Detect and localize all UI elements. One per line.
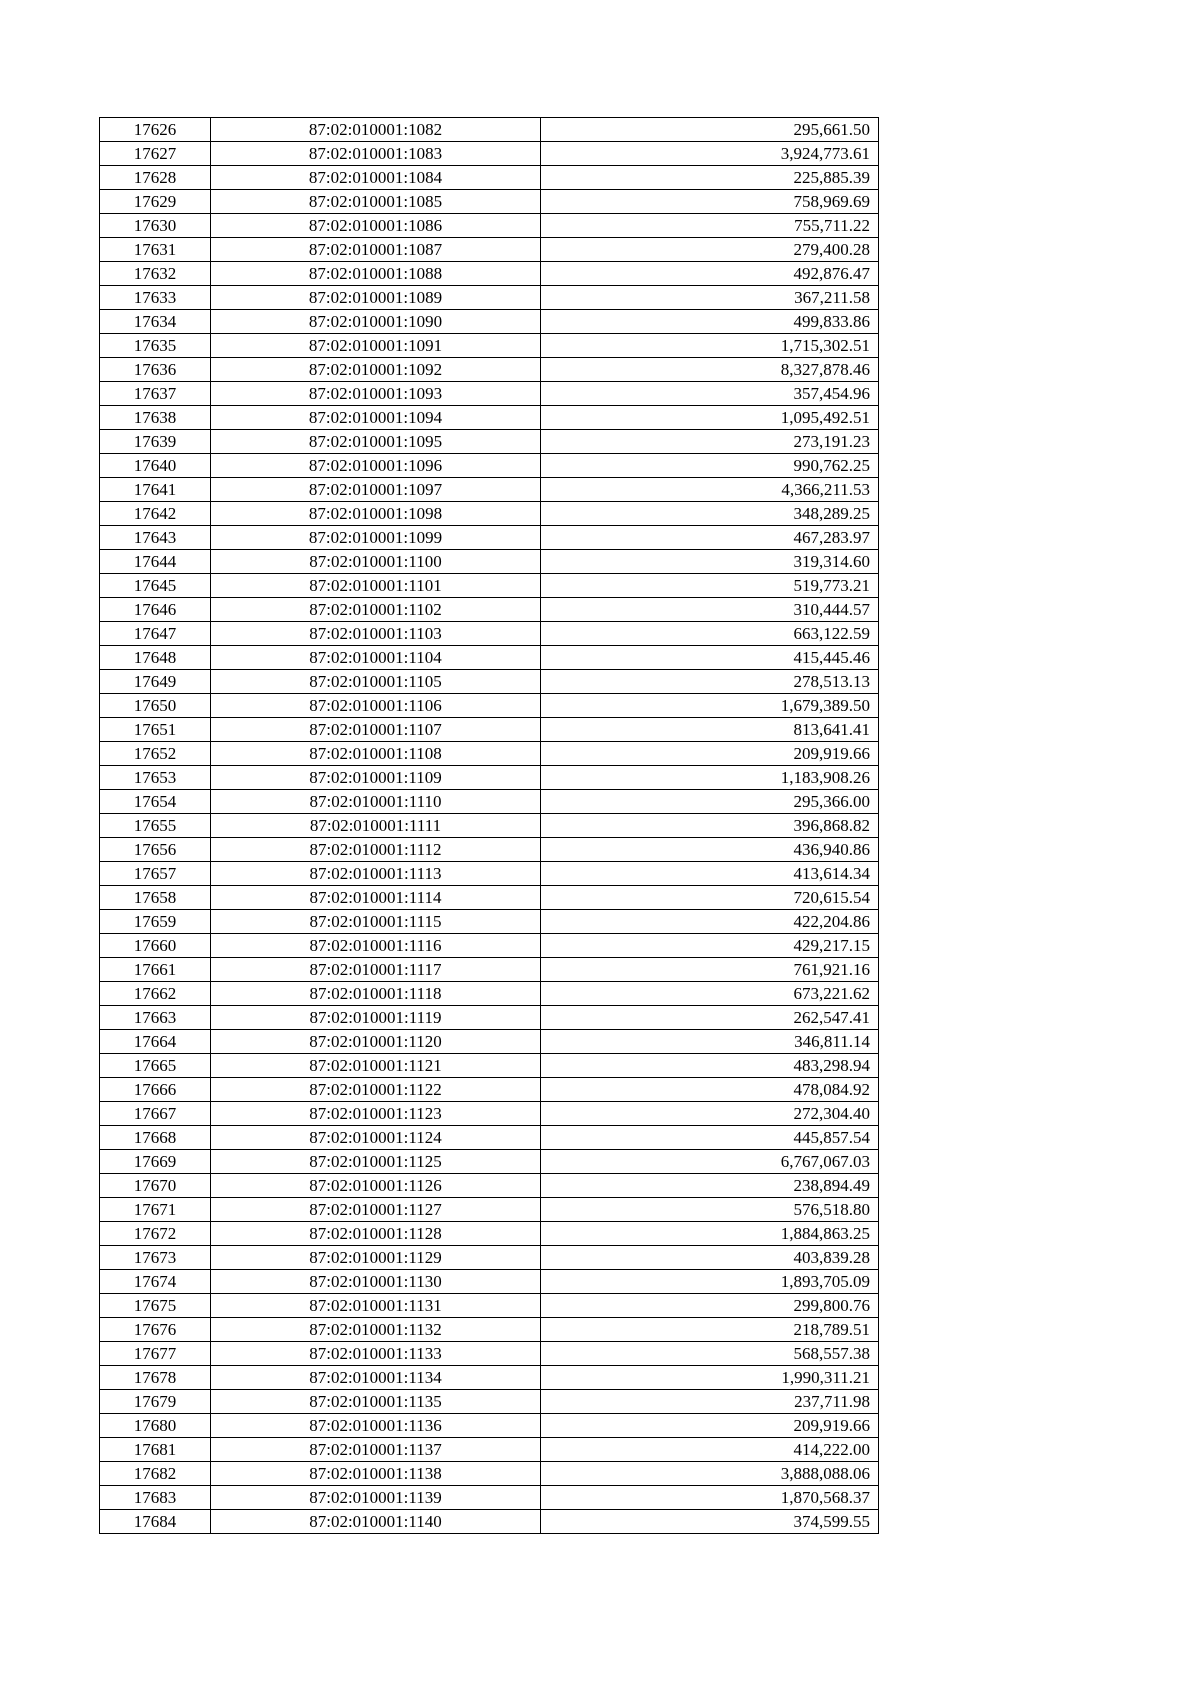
table-row <box>100 1006 879 1030</box>
row-number-cell: 17683 <box>100 1486 211 1510</box>
value-cell: 238,894.49 <box>541 1174 879 1198</box>
row-number-cell: 17672 <box>100 1222 211 1246</box>
value-cell: 279,400.28 <box>541 238 879 262</box>
table-row <box>100 502 879 526</box>
row-number-cell: 17635 <box>100 334 211 358</box>
value-cell: 8,327,878.46 <box>541 358 879 382</box>
cadastral-number-cell: 87:02:010001:1092 <box>211 358 541 382</box>
value-cell: 758,969.69 <box>541 190 879 214</box>
value-cell: 3,888,088.06 <box>541 1462 879 1486</box>
value-cell: 1,893,705.09 <box>541 1270 879 1294</box>
row-number-cell: 17667 <box>100 1102 211 1126</box>
row-number-cell: 17641 <box>100 478 211 502</box>
row-number-cell: 17654 <box>100 790 211 814</box>
table-row <box>100 382 879 406</box>
row-number-cell: 17645 <box>100 574 211 598</box>
cadastral-number-cell: 87:02:010001:1133 <box>211 1342 541 1366</box>
table-row <box>100 1078 879 1102</box>
row-number-cell: 17668 <box>100 1126 211 1150</box>
row-number-cell: 17632 <box>100 262 211 286</box>
row-number-cell: 17669 <box>100 1150 211 1174</box>
value-cell: 273,191.23 <box>541 430 879 454</box>
cadastral-number-cell: 87:02:010001:1126 <box>211 1174 541 1198</box>
row-number-cell: 17664 <box>100 1030 211 1054</box>
cadastral-number-cell: 87:02:010001:1102 <box>211 598 541 622</box>
value-cell: 209,919.66 <box>541 1414 879 1438</box>
cadastral-number-cell: 87:02:010001:1121 <box>211 1054 541 1078</box>
value-cell: 1,679,389.50 <box>541 694 879 718</box>
table-row <box>100 1366 879 1390</box>
value-cell: 237,711.98 <box>541 1390 879 1414</box>
row-number-cell: 17658 <box>100 886 211 910</box>
value-cell: 414,222.00 <box>541 1438 879 1462</box>
cadastral-number-cell: 87:02:010001:1110 <box>211 790 541 814</box>
row-number-cell: 17676 <box>100 1318 211 1342</box>
row-number-cell: 17653 <box>100 766 211 790</box>
cadastral-number-cell: 87:02:010001:1108 <box>211 742 541 766</box>
table-row <box>100 1102 879 1126</box>
value-cell: 209,919.66 <box>541 742 879 766</box>
value-cell: 720,615.54 <box>541 886 879 910</box>
row-number-cell: 17678 <box>100 1366 211 1390</box>
value-cell: 1,870,568.37 <box>541 1486 879 1510</box>
value-cell: 357,454.96 <box>541 382 879 406</box>
value-cell: 568,557.38 <box>541 1342 879 1366</box>
value-cell: 445,857.54 <box>541 1126 879 1150</box>
row-number-cell: 17681 <box>100 1438 211 1462</box>
value-cell: 4,366,211.53 <box>541 478 879 502</box>
value-cell: 348,289.25 <box>541 502 879 526</box>
table-row <box>100 670 879 694</box>
table-row <box>100 1246 879 1270</box>
value-cell: 299,800.76 <box>541 1294 879 1318</box>
cadastral-number-cell: 87:02:010001:1093 <box>211 382 541 406</box>
cadastral-number-cell: 87:02:010001:1094 <box>211 406 541 430</box>
value-cell: 295,661.50 <box>541 118 879 142</box>
row-number-cell: 17638 <box>100 406 211 430</box>
row-number-cell: 17677 <box>100 1342 211 1366</box>
table-row <box>100 190 879 214</box>
cadastral-number-cell: 87:02:010001:1085 <box>211 190 541 214</box>
value-cell: 422,204.86 <box>541 910 879 934</box>
row-number-cell: 17640 <box>100 454 211 478</box>
value-cell: 295,366.00 <box>541 790 879 814</box>
cadastral-number-cell: 87:02:010001:1127 <box>211 1198 541 1222</box>
row-number-cell: 17657 <box>100 862 211 886</box>
table-row <box>100 1270 879 1294</box>
table-row <box>100 262 879 286</box>
row-number-cell: 17655 <box>100 814 211 838</box>
cadastral-number-cell: 87:02:010001:1130 <box>211 1270 541 1294</box>
cadastral-number-cell: 87:02:010001:1124 <box>211 1126 541 1150</box>
cadastral-number-cell: 87:02:010001:1106 <box>211 694 541 718</box>
value-cell: 218,789.51 <box>541 1318 879 1342</box>
row-number-cell: 17634 <box>100 310 211 334</box>
table-row <box>100 238 879 262</box>
row-number-cell: 17630 <box>100 214 211 238</box>
value-cell: 262,547.41 <box>541 1006 879 1030</box>
table-row <box>100 118 879 142</box>
value-cell: 990,762.25 <box>541 454 879 478</box>
value-cell: 492,876.47 <box>541 262 879 286</box>
cadastral-number-cell: 87:02:010001:1118 <box>211 982 541 1006</box>
cadastral-number-cell: 87:02:010001:1125 <box>211 1150 541 1174</box>
table-row <box>100 934 879 958</box>
table-row <box>100 1438 879 1462</box>
table-row <box>100 1198 879 1222</box>
cadastral-number-cell: 87:02:010001:1135 <box>211 1390 541 1414</box>
row-number-cell: 17684 <box>100 1510 211 1534</box>
cadastral-number-cell: 87:02:010001:1097 <box>211 478 541 502</box>
row-number-cell: 17670 <box>100 1174 211 1198</box>
cadastral-number-cell: 87:02:010001:1132 <box>211 1318 541 1342</box>
cadastral-number-cell: 87:02:010001:1119 <box>211 1006 541 1030</box>
value-cell: 483,298.94 <box>541 1054 879 1078</box>
value-cell: 367,211.58 <box>541 286 879 310</box>
cadastral-number-cell: 87:02:010001:1128 <box>211 1222 541 1246</box>
value-cell: 319,314.60 <box>541 550 879 574</box>
cadastral-number-cell: 87:02:010001:1098 <box>211 502 541 526</box>
value-cell: 499,833.86 <box>541 310 879 334</box>
table-row <box>100 718 879 742</box>
table-row <box>100 526 879 550</box>
row-number-cell: 17646 <box>100 598 211 622</box>
cadastral-number-cell: 87:02:010001:1088 <box>211 262 541 286</box>
row-number-cell: 17642 <box>100 502 211 526</box>
cadastral-number-cell: 87:02:010001:1084 <box>211 166 541 190</box>
table-row <box>100 1414 879 1438</box>
table-row <box>100 574 879 598</box>
table-row <box>100 982 879 1006</box>
row-number-cell: 17660 <box>100 934 211 958</box>
cadastral-number-cell: 87:02:010001:1103 <box>211 622 541 646</box>
row-number-cell: 17647 <box>100 622 211 646</box>
table-row <box>100 334 879 358</box>
table-row <box>100 1054 879 1078</box>
value-cell: 761,921.16 <box>541 958 879 982</box>
value-cell: 415,445.46 <box>541 646 879 670</box>
cadastral-number-cell: 87:02:010001:1099 <box>211 526 541 550</box>
value-cell: 519,773.21 <box>541 574 879 598</box>
table-row <box>100 406 879 430</box>
cadastral-number-cell: 87:02:010001:1136 <box>211 1414 541 1438</box>
row-number-cell: 17663 <box>100 1006 211 1030</box>
cadastral-number-cell: 87:02:010001:1138 <box>211 1462 541 1486</box>
value-cell: 374,599.55 <box>541 1510 879 1534</box>
row-number-cell: 17679 <box>100 1390 211 1414</box>
table-row <box>100 214 879 238</box>
cadastral-number-cell: 87:02:010001:1109 <box>211 766 541 790</box>
table-row <box>100 478 879 502</box>
row-number-cell: 17650 <box>100 694 211 718</box>
table-row <box>100 1126 879 1150</box>
row-number-cell: 17661 <box>100 958 211 982</box>
value-cell: 755,711.22 <box>541 214 879 238</box>
table-body <box>100 118 879 1534</box>
table-row <box>100 1462 879 1486</box>
table-row <box>100 958 879 982</box>
cadastral-number-cell: 87:02:010001:1122 <box>211 1078 541 1102</box>
table-row <box>100 814 879 838</box>
value-cell: 1,095,492.51 <box>541 406 879 430</box>
table-row <box>100 430 879 454</box>
table-row <box>100 886 879 910</box>
row-number-cell: 17680 <box>100 1414 211 1438</box>
cadastral-number-cell: 87:02:010001:1096 <box>211 454 541 478</box>
cadastral-number-cell: 87:02:010001:1140 <box>211 1510 541 1534</box>
value-cell: 3,924,773.61 <box>541 142 879 166</box>
cadastral-number-cell: 87:02:010001:1113 <box>211 862 541 886</box>
row-number-cell: 17652 <box>100 742 211 766</box>
row-number-cell: 17648 <box>100 646 211 670</box>
value-cell: 396,868.82 <box>541 814 879 838</box>
cadastral-number-cell: 87:02:010001:1087 <box>211 238 541 262</box>
cadastral-number-cell: 87:02:010001:1116 <box>211 934 541 958</box>
value-cell: 1,990,311.21 <box>541 1366 879 1390</box>
value-cell: 225,885.39 <box>541 166 879 190</box>
table-row <box>100 766 879 790</box>
cadastral-number-cell: 87:02:010001:1139 <box>211 1486 541 1510</box>
row-number-cell: 17673 <box>100 1246 211 1270</box>
row-number-cell: 17649 <box>100 670 211 694</box>
table-row <box>100 1222 879 1246</box>
cadastral-number-cell: 87:02:010001:1104 <box>211 646 541 670</box>
table-row <box>100 1174 879 1198</box>
cadastral-number-cell: 87:02:010001:1105 <box>211 670 541 694</box>
cadastral-number-cell: 87:02:010001:1095 <box>211 430 541 454</box>
cadastral-number-cell: 87:02:010001:1107 <box>211 718 541 742</box>
table-row <box>100 862 879 886</box>
row-number-cell: 17643 <box>100 526 211 550</box>
value-cell: 1,183,908.26 <box>541 766 879 790</box>
cadastral-number-cell: 87:02:010001:1134 <box>211 1366 541 1390</box>
row-number-cell: 17636 <box>100 358 211 382</box>
row-number-cell: 17629 <box>100 190 211 214</box>
table-row <box>100 622 879 646</box>
cadastral-number-cell: 87:02:010001:1131 <box>211 1294 541 1318</box>
value-cell: 278,513.13 <box>541 670 879 694</box>
cadastral-number-cell: 87:02:010001:1137 <box>211 1438 541 1462</box>
row-number-cell: 17674 <box>100 1270 211 1294</box>
table-row <box>100 454 879 478</box>
value-cell: 413,614.34 <box>541 862 879 886</box>
row-number-cell: 17651 <box>100 718 211 742</box>
cadastral-number-cell: 87:02:010001:1082 <box>211 118 541 142</box>
value-cell: 403,839.28 <box>541 1246 879 1270</box>
row-number-cell: 17633 <box>100 286 211 310</box>
value-cell: 663,122.59 <box>541 622 879 646</box>
cadastral-number-cell: 87:02:010001:1101 <box>211 574 541 598</box>
value-cell: 346,811.14 <box>541 1030 879 1054</box>
table-row <box>100 358 879 382</box>
value-cell: 478,084.92 <box>541 1078 879 1102</box>
table-row <box>100 550 879 574</box>
row-number-cell: 17628 <box>100 166 211 190</box>
cadastral-number-cell: 87:02:010001:1112 <box>211 838 541 862</box>
table-row <box>100 166 879 190</box>
cadastral-number-cell: 87:02:010001:1115 <box>211 910 541 934</box>
row-number-cell: 17666 <box>100 1078 211 1102</box>
table-row <box>100 910 879 934</box>
table-row <box>100 742 879 766</box>
row-number-cell: 17656 <box>100 838 211 862</box>
cadastral-value-table <box>99 117 879 1534</box>
cadastral-number-cell: 87:02:010001:1129 <box>211 1246 541 1270</box>
row-number-cell: 17639 <box>100 430 211 454</box>
cadastral-number-cell: 87:02:010001:1083 <box>211 142 541 166</box>
table-row <box>100 1318 879 1342</box>
value-cell: 576,518.80 <box>541 1198 879 1222</box>
row-number-cell: 17637 <box>100 382 211 406</box>
table-row <box>100 1486 879 1510</box>
table-row <box>100 1510 879 1534</box>
table-row <box>100 1294 879 1318</box>
cadastral-number-cell: 87:02:010001:1089 <box>211 286 541 310</box>
table-row <box>100 142 879 166</box>
row-number-cell: 17631 <box>100 238 211 262</box>
cadastral-number-cell: 87:02:010001:1086 <box>211 214 541 238</box>
value-cell: 272,304.40 <box>541 1102 879 1126</box>
row-number-cell: 17644 <box>100 550 211 574</box>
value-cell: 436,940.86 <box>541 838 879 862</box>
cadastral-number-cell: 87:02:010001:1111 <box>211 814 541 838</box>
value-cell: 673,221.62 <box>541 982 879 1006</box>
value-cell: 467,283.97 <box>541 526 879 550</box>
value-cell: 813,641.41 <box>541 718 879 742</box>
row-number-cell: 17671 <box>100 1198 211 1222</box>
table-row <box>100 1342 879 1366</box>
table-row <box>100 646 879 670</box>
row-number-cell: 17626 <box>100 118 211 142</box>
cadastral-number-cell: 87:02:010001:1090 <box>211 310 541 334</box>
cadastral-number-cell: 87:02:010001:1120 <box>211 1030 541 1054</box>
table-row <box>100 1390 879 1414</box>
value-cell: 429,217.15 <box>541 934 879 958</box>
table-row <box>100 694 879 718</box>
value-cell: 310,444.57 <box>541 598 879 622</box>
row-number-cell: 17662 <box>100 982 211 1006</box>
cadastral-number-cell: 87:02:010001:1114 <box>211 886 541 910</box>
table-row <box>100 1030 879 1054</box>
cadastral-number-cell: 87:02:010001:1123 <box>211 1102 541 1126</box>
cadastral-number-cell: 87:02:010001:1117 <box>211 958 541 982</box>
table-row <box>100 790 879 814</box>
row-number-cell: 17665 <box>100 1054 211 1078</box>
row-number-cell: 17659 <box>100 910 211 934</box>
row-number-cell: 17627 <box>100 142 211 166</box>
value-cell: 1,884,863.25 <box>541 1222 879 1246</box>
value-cell: 6,767,067.03 <box>541 1150 879 1174</box>
table-row <box>100 598 879 622</box>
table-row <box>100 286 879 310</box>
table-row <box>100 1150 879 1174</box>
value-cell: 1,715,302.51 <box>541 334 879 358</box>
table-row <box>100 838 879 862</box>
row-number-cell: 17675 <box>100 1294 211 1318</box>
cadastral-number-cell: 87:02:010001:1091 <box>211 334 541 358</box>
row-number-cell: 17682 <box>100 1462 211 1486</box>
table-row <box>100 310 879 334</box>
cadastral-number-cell: 87:02:010001:1100 <box>211 550 541 574</box>
